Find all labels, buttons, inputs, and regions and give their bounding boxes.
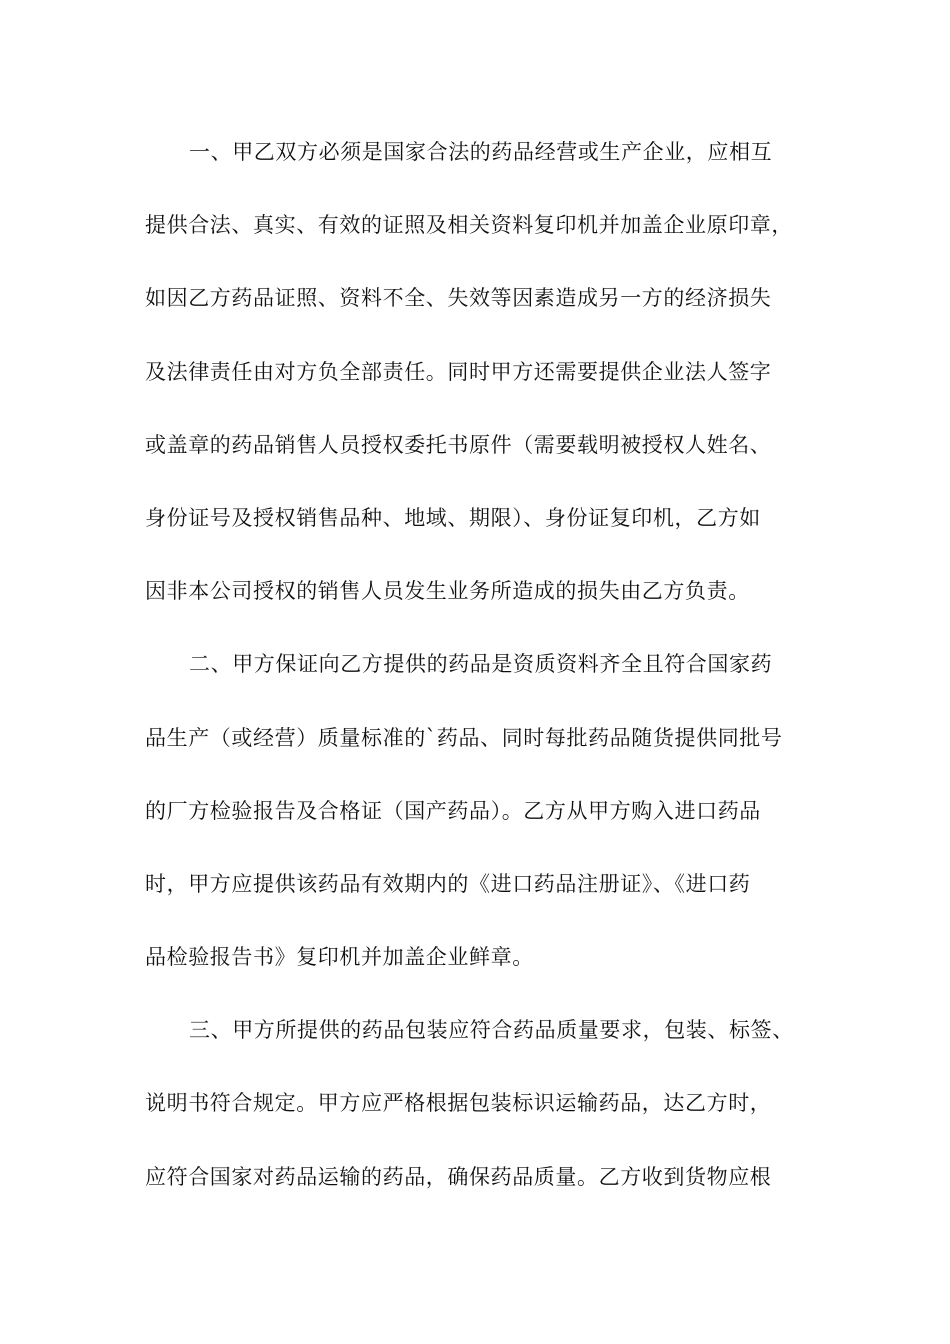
paragraph-1-line-1: 一、甲乙双方必须是国家合法的药品经营或生产企业，应相互 (189, 140, 773, 164)
paragraph-1-line-4: 及法律责任由对方负全部责任。同时甲方还需要提供企业法人签字 (145, 359, 772, 384)
paragraph-2-line-2: 品生产（或经营）质量标准的`药品、同时每批药品随货提供同批号 (145, 725, 783, 750)
paragraph-3-line-2: 说明书符合规定。甲方应严格根据包装标识运输药品，达乙方时， (145, 1091, 772, 1116)
paragraph-3-line-1: 三、甲方所提供的药品包装应符合药品质量要求，包装、标签、 (189, 1018, 794, 1043)
paragraph-2-line-4: 时，甲方应提供该药品有效期内的《进口药品注册证》、《进口药 (145, 871, 751, 896)
paragraph-3-line-3: 应符合国家对药品运输的药品，确保药品质量。乙方收到货物应根 (145, 1164, 772, 1189)
paragraph-1-line-5: 或盖章的药品销售人员授权委托书原件（需要载明被授权人姓名、 (145, 432, 772, 457)
paragraph-2-line-5: 品检验报告书》复印机并加盖企业鲜章。 (145, 945, 534, 970)
paragraph-1-line-3: 如因乙方药品证照、资料不全、失效等因素造成另一方的经济损失 (145, 286, 772, 311)
paragraph-1-line-7: 因非本公司授权的销售人员发生业务所造成的损失由乙方负责。 (145, 579, 750, 604)
paragraph-2-line-1: 二、甲方保证向乙方提供的药品是资质资料齐全且符合国家药 (189, 652, 773, 677)
paragraph-1-line-6: 身份证号及授权销售品种、地域、期限）、身份证复印机，乙方如 (145, 505, 761, 530)
document-body (145, 128, 825, 1226)
paragraph-1-line-2: 提供合法、真实、有效的证照及相关资料复印机并加盖企业原印章， (145, 213, 793, 238)
paragraph-2-line-3: 的厂方检验报告及合格证（国产药品）。乙方从甲方购入进口药品 (145, 798, 761, 823)
